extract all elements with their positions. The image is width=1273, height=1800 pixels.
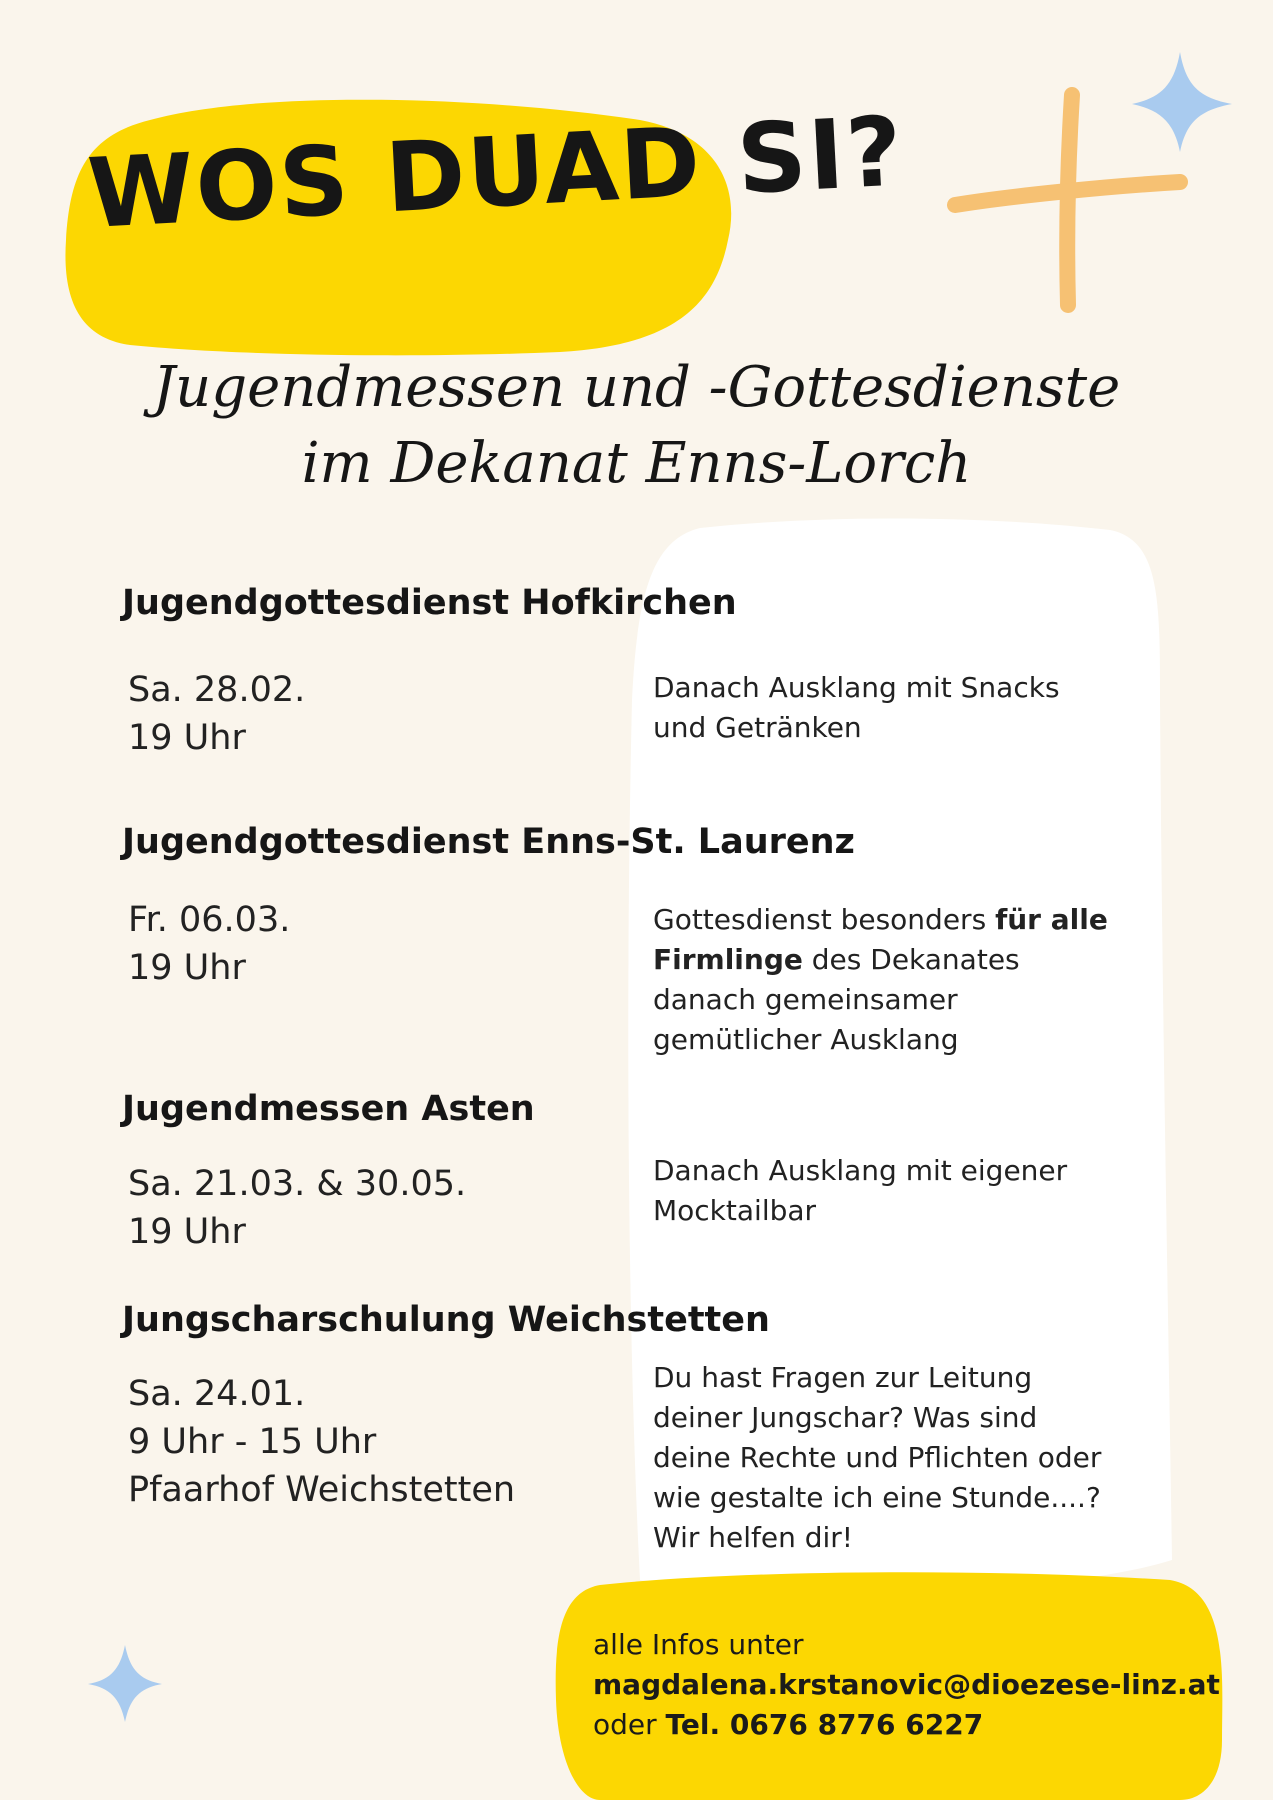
desc-line: danach gemeinsamer (653, 983, 958, 1016)
desc-line: Danach Ausklang mit Snacks (653, 671, 1060, 704)
event-time: 19 Uhr (128, 948, 246, 988)
subtitle (0, 350, 1273, 502)
headline: WOS DUAD SI? (85, 95, 907, 250)
event-when (128, 1370, 515, 1514)
event-description (653, 668, 1173, 748)
event-when (128, 666, 305, 762)
event-time: 19 Uhr (128, 718, 246, 758)
event-date: Sa. 28.02. (128, 670, 306, 710)
desc-line: Du hast Fragen zur Leitung (653, 1361, 1033, 1394)
desc-text: des Dekanates (802, 943, 1020, 976)
subtitle-line: im Dekanat Enns-Lorch (301, 431, 972, 496)
event-title: Jugendgottesdienst Enns-St. Laurenz (122, 822, 855, 862)
desc-line: Danach Ausklang mit eigener (653, 1154, 1068, 1187)
event-place: Pfaarhof Weichstetten (128, 1470, 516, 1510)
sparkle-icon (1132, 52, 1232, 152)
event-date: Sa. 24.01. (128, 1374, 306, 1414)
plus-icon (955, 95, 1180, 305)
desc-line: gemütlicher Ausklang (653, 1023, 959, 1056)
sparkle-icon (88, 1645, 162, 1722)
contact-info (593, 1625, 1220, 1745)
event-time: 19 Uhr (128, 1212, 246, 1252)
desc-line (653, 940, 1173, 980)
desc-line: Mocktailbar (653, 1194, 817, 1227)
desc-highlight: Firmlinge (653, 943, 803, 976)
event-title: Jugendmessen Asten (122, 1089, 535, 1129)
event-description (653, 1151, 1173, 1231)
contact-phone-line (593, 1705, 1220, 1745)
event-description (653, 900, 1173, 1060)
event-title: Jungscharschulung Weichstetten (122, 1300, 770, 1340)
event-time: 9 Uhr - 15 Uhr (128, 1422, 377, 1462)
contact-intro: alle Infos unter (593, 1628, 804, 1661)
desc-line: und Getränken (653, 711, 862, 744)
event-date: Fr. 06.03. (128, 900, 291, 940)
contact-phone[interactable]: Tel. 0676 8776 6227 (665, 1708, 984, 1741)
desc-highlight: für alle (995, 903, 1108, 936)
desc-text: Gottesdienst besonders (653, 903, 996, 936)
event-when (128, 896, 290, 992)
event-date: Sa. 21.03. & 30.05. (128, 1164, 467, 1204)
contact-email[interactable]: magdalena.krstanovic@dioezese-linz.at (593, 1668, 1220, 1701)
desc-line: Wir helfen dir! (653, 1521, 854, 1554)
desc-line: deiner Jungschar? Was sind (653, 1401, 1038, 1434)
subtitle-line: Jugendmessen und -Gottesdienste (152, 355, 1121, 420)
desc-line (653, 900, 1173, 940)
event-when (128, 1160, 466, 1256)
desc-line: deine Rechte und Pflichten oder (653, 1441, 1102, 1474)
event-title: Jugendgottesdienst Hofkirchen (122, 583, 737, 623)
event-description (653, 1358, 1173, 1558)
contact-oder: oder (593, 1708, 666, 1741)
desc-line: wie gestalte ich eine Stunde....? (653, 1481, 1101, 1514)
